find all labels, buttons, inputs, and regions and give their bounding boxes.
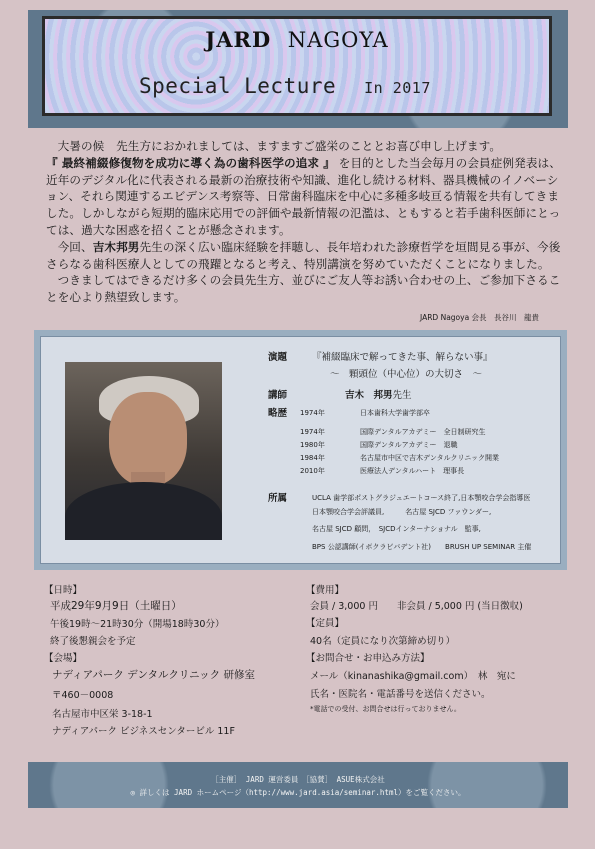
- intro-p4: つきましてはできるだけ多くの会員先生方、並びにご友人等お誘い合わせの上、ご参加下さることを心より熱望致します。: [46, 273, 561, 305]
- contact-label: 【お問合せ・お申込み方法】: [306, 653, 430, 664]
- fee-label: 【費用】: [306, 585, 345, 596]
- lecture-title: [139, 74, 431, 98]
- venue-building: ナディアパーク ビジネスセンタービル 11F: [52, 726, 235, 737]
- history-year: 1974年: [300, 428, 325, 436]
- speaker-name: 吉木 邦男先生: [345, 390, 412, 401]
- footer-band: [28, 762, 568, 808]
- lecture-subtheme: ～ 顆頭位（中心位）の大切さ ～: [330, 369, 483, 380]
- affiliation-label: 所属: [268, 493, 288, 504]
- venue-label: 【会場】: [44, 653, 83, 664]
- affiliation-line: BPS 公認講師(イボクラビバデント社) BRUSH UP SEMINAR 主催: [312, 543, 532, 551]
- intro-p1: 大暑の候 先生方におかれましては、ますますご盛栄のこととお喜び申し上げます。: [57, 139, 502, 153]
- contact-small-note: *電話での受付、お問合せは行っておりません。: [310, 705, 461, 713]
- title-box: [42, 16, 552, 116]
- history-text: 名古屋市中区で吉木デンタルクリニック開業: [360, 454, 500, 462]
- speaker-photo: [65, 362, 222, 540]
- theme-label: 演題: [268, 352, 288, 363]
- intro-p3: 今回、吉木邦男先生の深く広い臨床経験を拝聴し、長年培われた診療哲学を垣間見る事が、今後さらなる歯科医療人としての飛躍となると考え、特別講演を努めていただくことになりました。: [46, 239, 561, 271]
- history-text: 国際デンタルアカデミー 退職: [360, 441, 458, 449]
- lecture-year: In 2017: [364, 79, 431, 97]
- history-label: 略歴: [268, 408, 288, 419]
- city-name: NAGOYA: [287, 28, 389, 52]
- history-year: 1984年: [300, 454, 325, 462]
- date-label: 【日時】: [44, 585, 83, 596]
- intro-text: [46, 138, 562, 306]
- capacity-label: 【定員】: [306, 618, 345, 629]
- history-year: 1974年: [300, 409, 325, 417]
- event-date: 平成29年9月9日（土曜日）: [50, 600, 182, 612]
- contact-note: 氏名・医院名・電話番号を送信ください。: [310, 689, 491, 700]
- history-text: 国際デンタルアカデミー 全日制研究生: [360, 428, 486, 436]
- affiliation-line: 名古屋 SJCD 顧問， SJCDインターナショナル 監事,: [312, 525, 481, 533]
- page-title: [45, 27, 549, 52]
- signature: JARD Nagoya 会長 長谷川 龍貴: [420, 313, 540, 322]
- affiliation-line: UCLA 歯学部ポストグラジュエートコース終了,日本顎咬合学会指導医: [312, 494, 531, 502]
- history-year: 2010年: [300, 467, 325, 475]
- venue-address: 名古屋市中区栄 3-18-1: [52, 709, 153, 720]
- intro-purpose: 『 最終補綴修復物を成功に導く為の歯科医学の追求 』: [46, 155, 335, 170]
- intro-p2: 『 最終補綴修復物を成功に導く為の歯科医学の追求 』 を目的とした当会毎月の会員症例発表は、近年のデジタル化に代表される最新の治療技術や知識、進化し続ける材料、器具機械のイノベーション、それら関連するエビデンス考察等、日常歯科臨床を中心に多種多岐亘る情報を共有してきました。しかしながら短期的臨床応用での評価や最新情報の氾濫は、ともすると若手歯科医師にとっては、過大な困惑を招くことが懸念されます。: [46, 155, 561, 237]
- lecture-theme: 『補綴臨床で解ってきた事、解らない事』: [312, 352, 493, 363]
- footer-website: ◎ 詳しくは JARD ホームページ（http://www.jard.asia/seminar.html）をご覧ください。: [130, 788, 466, 797]
- footer-sponsors: ［主催］ JARD 運営委員 ［協賛］ ASUE株式会社: [211, 775, 385, 784]
- speaker-label: 講師: [268, 390, 288, 401]
- after-party: 終了後懇親会を予定: [50, 636, 136, 647]
- contact-mail: メール（kinanashika@gmail.com） 林 宛に: [310, 671, 516, 682]
- affiliation-line: 日本顎咬合学会評議員, 名古屋 SJCD ファウンダー,: [312, 508, 492, 516]
- history-year: 1980年: [300, 441, 325, 449]
- lecture-title-text: Special Lecture: [139, 74, 337, 98]
- history-text: 医療法人デンタルハート 理事長: [360, 467, 465, 475]
- venue-postal: 〒460－0008: [52, 690, 114, 701]
- org-name: JARD: [205, 27, 272, 52]
- intro-speaker-name: 吉木邦男: [92, 239, 140, 254]
- event-time: 午後19時～21時30分（開場18時30分）: [50, 619, 225, 630]
- venue-name: ナディアパーク デンタルクリニック 研修室: [52, 669, 256, 681]
- fee-info: 会員 / 3,000 円 非会員 / 5,000 円 (当日徴収): [310, 601, 523, 612]
- history-text: 日本歯科大学歯学部卒: [360, 409, 430, 417]
- capacity-info: 40名（定員になり次第締め切り）: [310, 636, 456, 647]
